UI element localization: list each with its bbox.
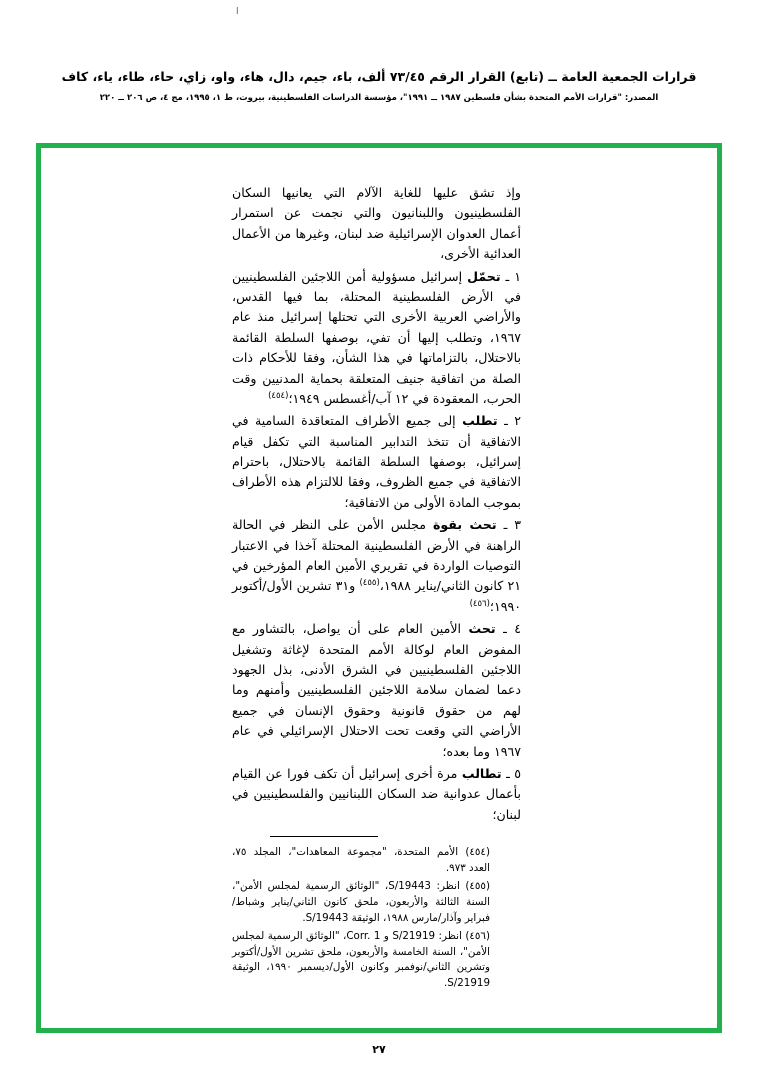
item-5-text: مرة أخرى إسرائيل أن تكف فورا عن القيام بأعمال عدوانية ضد السكان اللبنانيين والفلسطينيين في لبنان؛ — [232, 765, 521, 822]
item-3-footnote-ref-2: (٤٥٦) — [469, 598, 490, 609]
item-2-lead: تطلب — [462, 413, 498, 429]
item-3-footnote-ref-1: (٤٥٥) — [359, 578, 380, 589]
footnote-text: انظر: S/21919 و Corr. 1، "الوثائق الرسمية لمجلس الأمن"، السنة الخامسة والأربعون، ملحق تشرين الأول/أكتوبر وتشرين الثاني/نوفمبر وكانون الأول/ديسمبر ١٩٩٠، الوثيقة S/21919. — [232, 930, 490, 990]
header-title: قرارات الجمعية العامة ــ (تابع) القرار الرقم ٧٣/٤٥ ألف، باء، جيم، دال، هاء، واو، زاي، حاء، طاء، ياء، كاف — [61, 69, 697, 84]
item-4-text: الأمين العام على أن يواصل، بالتشاور مع المفوض العام لوكالة الأمم المتحدة لإغاثة وتشغيل اللاجئين الفلسطينيين في الشرق الأدنى، بذل الجهود دعما لضمان سلامة اللاجئين الفلسطينيين وأمنهم وما لهم من حقوق قانونية وحقوق الإنسان في جميع الأراضي التي وقعت تحت الاحتلال الإسرائيلي في عام ١٩٦٧ وما بعده؛ — [232, 621, 521, 759]
item-5-number: ٥ ـ — [501, 765, 521, 781]
item-1-number: ١ ـ — [500, 268, 521, 284]
item-4-number: ٤ ـ — [495, 621, 521, 637]
item-3-text-tail: و٣١ تشرين الأول/أكتوبر ١٩٩٠؛ — [232, 578, 521, 614]
document-body — [0, 183, 758, 827]
paragraph-item-3 — [232, 515, 521, 617]
item-4-lead: تحث — [468, 621, 496, 637]
page-header — [0, 68, 758, 104]
item-1-lead: تحمّل — [467, 268, 501, 284]
item-3-number: ٣ ـ — [496, 517, 521, 533]
footnote-item — [232, 929, 490, 992]
paragraph-item-2 — [232, 411, 521, 513]
item-1-footnote-ref: (٤٥٤) — [268, 390, 289, 401]
paragraph-item-4 — [232, 619, 521, 762]
footnote-text: الأمم المتحدة، "مجموعة المعاهدات"، المجلد ٧٥، العدد ٩٧٣. — [232, 846, 490, 874]
item-2-number: ٢ ـ — [497, 413, 521, 429]
footnote-marker: (٤٥٤) — [465, 846, 490, 858]
header-source: المصدر: "قرارات الأمم المتحدة بشأن فلسطين ١٩٨٧ ــ ١٩٩١"، مؤسسة الدراسات الفلسطينية، بيروت، ط ١، ١٩٩٥، مج ٤، ص ٢٠٦ ــ ٢٢٠ — [99, 92, 659, 103]
paragraph-intro — [232, 183, 521, 265]
page-number: ٢٧ — [372, 1043, 386, 1056]
item-1-text: إسرائيل مسؤولية أمن اللاجئين الفلسطينيين في الأرض الفلسطينية المحتلة، بما فيها القدس، والأراضي العربية الأخرى التي تحتلها إسرائيل منذ عام ١٩٦٧، وتطلب إليها أن تفي، بوصفها السلطة القائمة بالاحتلال، بالتزاماتها في هذا الشأن، وفقا للأحكام ذات الصلة من اتفاقية جنيف المتعلقة بحماية المدنيين وقت الحرب، المعقودة في ١٢ آب/أغسطس ١٩٤٩؛ — [232, 268, 521, 406]
footnote-separator — [270, 836, 378, 837]
item-2-text: إلى جميع الأطراف المتعاقدة السامية في الاتفاقية أن تتخذ التدابير المناسبة التي تكفل قيام إسرائيل، بوصفها السلطة القائمة بالاحتلال، باحترام الاتفاقية في جميع الظروف، وفقا للالتزام هذه الأطراف بموجب المادة الأولى من الاتفاقية؛ — [232, 413, 521, 510]
item-3-lead: تحث بقوة — [432, 517, 497, 533]
footnote-item — [232, 845, 490, 876]
footnote-item — [232, 879, 490, 926]
footnote-text: انظر: S/19443، "الوثائق الرسمية لمجلس الأمن"، السنة الثالثة والأربعون، ملحق كانون الثاني/يناير وشباط/فبراير وآذار/مارس ١٩٨٨، الوثيقة S/19443. — [232, 880, 490, 924]
top-margin-mark: ا — [236, 7, 239, 17]
footnote-marker: (٤٥٦) — [465, 930, 490, 943]
item-3-text: مجلس الأمن على النظر في الحالة الراهنة في الأرض الفلسطينية المحتلة آخذا في الاعتبار التوصيات الواردة في تقريري الأمين العام المؤرخين في ٢١ كانون الثاني/يناير ١٩٨٨، — [232, 517, 521, 594]
paragraph-intro-text: وإذ تشق عليها للغاية الآلام التي يعانيها السكان الفلسطينيون واللبنانيون والتي نجمت عن استمرار أعمال العدوان الإسرائيلية ضد لبنان، وغيرها من الأعمال العدائية الأخرى، — [232, 185, 521, 262]
footnote-marker: (٤٥٥) — [465, 880, 490, 893]
paragraph-item-1 — [232, 267, 521, 410]
paragraph-item-5 — [232, 764, 521, 825]
footnotes — [0, 845, 758, 995]
item-5-lead: تطالب — [461, 765, 502, 781]
